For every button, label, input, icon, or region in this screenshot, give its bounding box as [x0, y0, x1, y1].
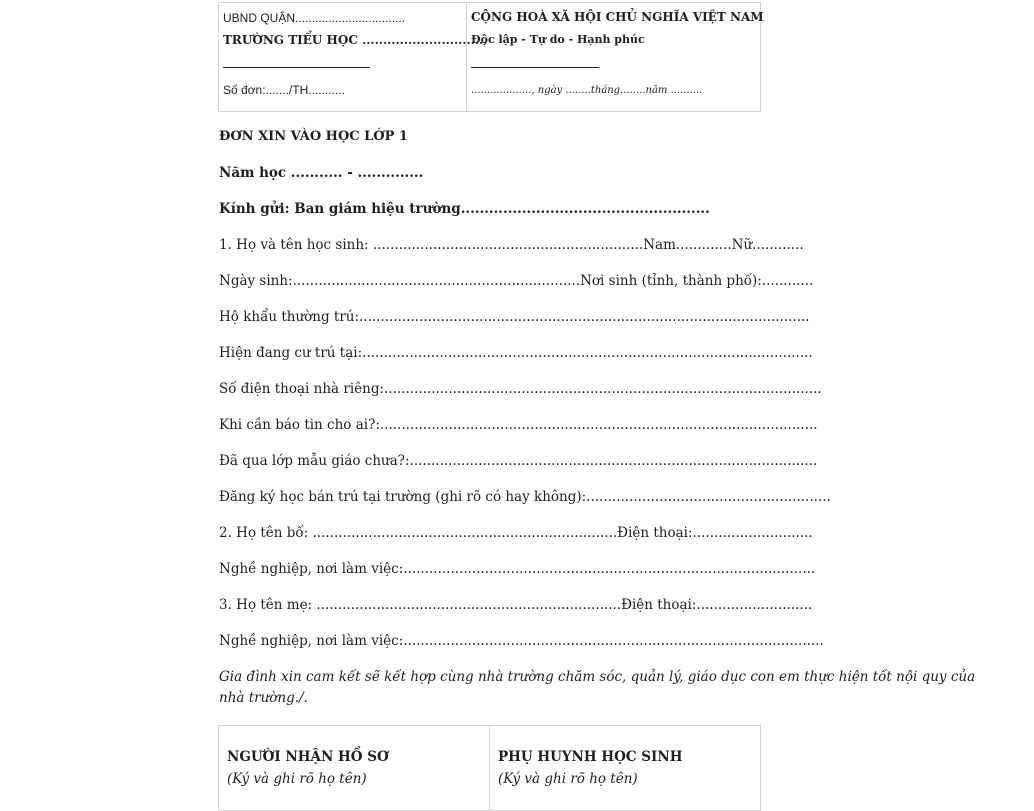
commitment-text: Gia đình xin cam kết sẽ kết hợp cùng nhà trường chăm sóc, quản lý, giáo dục con em thực hiện tốt nội quy của nhà trường./.: [219, 669, 976, 706]
motto: Độc lập - Tự do - Hạnh phúc: [471, 33, 645, 46]
form-number: Số đơn:......./TH...........: [223, 83, 345, 97]
nation-title: CỘNG HOÀ XÃ HỘI CHỦ NGHĨA VIỆT NAM: [471, 10, 764, 24]
field-student-name: 1. Họ và tên học sinh: ...............................................................Nam.............Nữ............: [219, 237, 804, 253]
parent-title: PHỤ HUYNH HỌC SINH: [498, 749, 683, 765]
field-mother-job: Nghề nghiệp, nơi làm việc:..................................................................................................: [219, 633, 824, 649]
field-mother-name: 3. Họ tên mẹ: .......................................................................Điện thoại:...........................: [219, 597, 813, 613]
field-father-job: Nghề nghiệp, nơi làm việc:................................................................................................: [219, 561, 816, 577]
field-permanent-residence: Hộ khẩu thường trú:.........................................................................................................: [219, 309, 810, 325]
field-contact-person: Khi cần báo tin cho ai?:......................................................................................................: [219, 417, 818, 433]
field-home-phone: Số điện thoại nhà riêng:......................................................................................................: [219, 381, 822, 397]
field-birth: Ngày sinh:...................................................................Nơi sinh (tỉnh, thành phố):............: [219, 273, 814, 289]
form-title: ĐƠN XIN VÀO HỌC LỚP 1: [219, 129, 408, 144]
date-line: ..................., ngày ........tháng........năm ..........: [471, 85, 703, 96]
parent-signature-cell: [490, 726, 761, 811]
district-line: UBND QUẬN.................................: [223, 11, 406, 25]
parent-note: (Ký và ghi rõ họ tên): [498, 771, 638, 787]
school-year: Năm học ........... - ..............: [219, 165, 424, 181]
field-kindergarten: Đã qua lớp mẫu giáo chưa?:...............................................................................................: [219, 453, 818, 469]
school-line: TRƯỜNG TIỂU HỌC ..............................: [223, 33, 488, 47]
header-left-cell: [219, 3, 488, 112]
receiver-note: (Ký và ghi rõ họ tên): [227, 771, 367, 787]
receiver-signature-cell: [219, 726, 490, 811]
header-right-rule: [471, 67, 599, 68]
addressee: Kính gửi: Ban giám hiệu trường.....................................................: [219, 201, 710, 217]
field-boarding: Đăng ký học bán trú tại trường (ghi rõ có hay không):.........................................................: [219, 489, 831, 505]
receiver-title: NGƯỜI NHẬN HỒ SƠ: [227, 749, 389, 765]
header-right-cell: [467, 3, 764, 112]
signature-table: [218, 725, 761, 811]
header-table: [218, 2, 764, 112]
field-father-name: 2. Họ tên bố: .......................................................................Điện thoại:............................: [219, 525, 813, 541]
header-left-rule: [223, 67, 370, 68]
field-current-residence: Hiện đang cư trú tại:.........................................................................................................: [219, 345, 813, 361]
